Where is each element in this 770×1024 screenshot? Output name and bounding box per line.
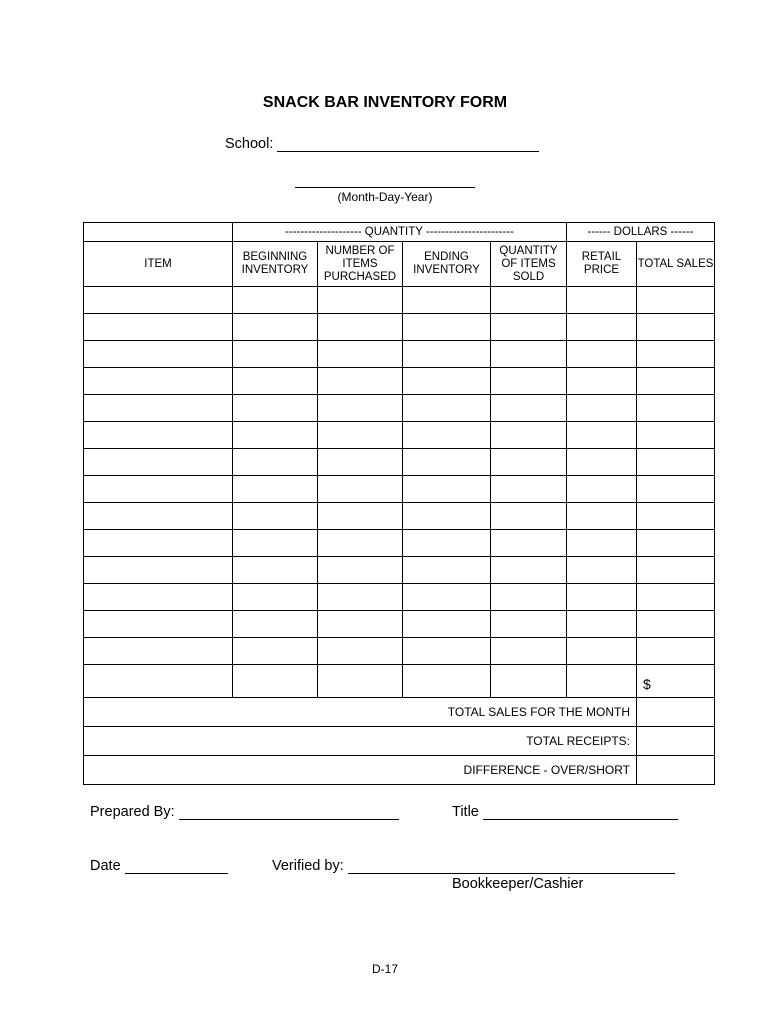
item-cell[interactable] <box>84 530 233 557</box>
table-row <box>84 449 715 476</box>
table-row <box>84 476 715 503</box>
ending-inventory-cell[interactable] <box>403 530 491 557</box>
retail-price-cell[interactable] <box>567 476 637 503</box>
title-field[interactable] <box>452 804 678 820</box>
table-row <box>84 584 715 611</box>
total-sales-month-label: TOTAL SALES FOR THE MONTH <box>84 698 637 727</box>
items-purchased-cell[interactable] <box>318 611 403 638</box>
retail-price-cell[interactable] <box>567 665 637 698</box>
title-line[interactable] <box>483 805 678 820</box>
item-cell[interactable] <box>84 503 233 530</box>
items-purchased-cell[interactable] <box>318 395 403 422</box>
ending-inventory-cell[interactable] <box>403 395 491 422</box>
item-cell[interactable] <box>84 341 233 368</box>
ending-inventory-cell[interactable] <box>403 287 491 314</box>
quantity-sold-cell[interactable] <box>491 584 567 611</box>
table-row <box>84 638 715 665</box>
date-caption: (Month-Day-Year) <box>337 190 433 204</box>
total-receipts-cell[interactable] <box>637 727 715 756</box>
item-rows <box>84 287 715 698</box>
page-code: D-17 <box>371 962 398 976</box>
col-header-quantity-sold: QUANTITY OF ITEMS SOLD <box>491 242 567 287</box>
table-row <box>84 368 715 395</box>
col-header-retail-price: RETAIL PRICE <box>567 242 637 287</box>
retail-price-cell[interactable] <box>567 584 637 611</box>
prepared-by-field[interactable] <box>90 804 399 820</box>
retail-price-cell[interactable] <box>567 314 637 341</box>
group-header-row <box>84 223 715 242</box>
retail-price-cell[interactable] <box>567 530 637 557</box>
beginning-inventory-cell[interactable] <box>233 314 318 341</box>
total-receipts-label: TOTAL RECEIPTS: <box>84 727 637 756</box>
item-group-spacer <box>84 223 233 242</box>
retail-price-cell[interactable] <box>567 611 637 638</box>
dollars-group-header: ------ DOLLARS ------ <box>567 223 715 242</box>
total-sales-cell[interactable] <box>637 287 715 314</box>
items-purchased-cell[interactable] <box>318 341 403 368</box>
beginning-inventory-cell[interactable] <box>233 341 318 368</box>
retail-price-cell[interactable] <box>567 287 637 314</box>
table-row <box>84 422 715 449</box>
school-label: School: <box>225 136 274 152</box>
beginning-inventory-cell[interactable] <box>233 584 318 611</box>
beginning-inventory-cell[interactable] <box>233 422 318 449</box>
items-purchased-cell[interactable] <box>318 449 403 476</box>
bookkeeper-caption: Bookkeeper/Cashier <box>452 876 584 892</box>
beginning-inventory-cell[interactable] <box>233 665 318 698</box>
table-row <box>84 287 715 314</box>
total-sales-month-cell[interactable] <box>637 698 715 727</box>
summary-row-total-sales <box>84 698 715 727</box>
ending-inventory-cell[interactable] <box>403 584 491 611</box>
total-sales-cell[interactable] <box>637 530 715 557</box>
col-header-item: ITEM <box>84 242 233 287</box>
quantity-sold-cell[interactable] <box>491 611 567 638</box>
total-sales-cell[interactable] <box>637 584 715 611</box>
beginning-inventory-cell[interactable] <box>233 449 318 476</box>
quantity-sold-cell[interactable] <box>491 314 567 341</box>
beginning-inventory-cell[interactable] <box>233 638 318 665</box>
ending-inventory-cell[interactable] <box>403 341 491 368</box>
total-sales-cell[interactable]: $ <box>637 665 715 698</box>
verified-by-line[interactable] <box>348 859 675 874</box>
quantity-sold-cell[interactable] <box>491 638 567 665</box>
col-header-total-sales: TOTAL SALES <box>637 242 715 287</box>
items-purchased-cell[interactable] <box>318 287 403 314</box>
ending-inventory-cell[interactable] <box>403 422 491 449</box>
beginning-inventory-cell[interactable] <box>233 611 318 638</box>
quantity-group-header: -------------------- QUANTITY ----------------------- <box>233 223 567 242</box>
ending-inventory-cell[interactable] <box>403 314 491 341</box>
difference-cell[interactable] <box>637 756 715 785</box>
verified-by-label: Verified by: <box>272 858 344 874</box>
table-row <box>84 557 715 584</box>
item-cell[interactable] <box>84 368 233 395</box>
prepared-by-line[interactable] <box>179 805 399 820</box>
quantity-sold-cell[interactable] <box>491 341 567 368</box>
item-cell[interactable] <box>84 449 233 476</box>
table-row <box>84 314 715 341</box>
quantity-sold-cell[interactable] <box>491 503 567 530</box>
items-purchased-cell[interactable] <box>318 503 403 530</box>
item-cell[interactable] <box>84 557 233 584</box>
quantity-sold-cell[interactable] <box>491 449 567 476</box>
items-purchased-cell[interactable] <box>318 557 403 584</box>
items-purchased-cell[interactable] <box>318 314 403 341</box>
beginning-inventory-cell[interactable] <box>233 557 318 584</box>
school-field[interactable] <box>225 136 539 152</box>
quantity-sold-cell[interactable] <box>491 476 567 503</box>
table-row <box>84 530 715 557</box>
inventory-table <box>83 222 715 785</box>
col-header-beginning-inventory: BEGINNING INVENTORY <box>233 242 318 287</box>
item-cell[interactable] <box>84 611 233 638</box>
items-purchased-cell[interactable] <box>318 665 403 698</box>
retail-price-cell[interactable] <box>567 503 637 530</box>
difference-label: DIFFERENCE - OVER/SHORT <box>84 756 637 785</box>
quantity-sold-cell[interactable] <box>491 557 567 584</box>
beginning-inventory-cell[interactable] <box>233 530 318 557</box>
total-sales-cell[interactable] <box>637 557 715 584</box>
item-cell[interactable] <box>84 395 233 422</box>
ending-inventory-cell[interactable] <box>403 557 491 584</box>
item-cell[interactable] <box>84 638 233 665</box>
ending-inventory-cell[interactable] <box>403 611 491 638</box>
quantity-sold-cell[interactable] <box>491 368 567 395</box>
ending-inventory-cell[interactable] <box>403 503 491 530</box>
table-row <box>84 503 715 530</box>
table-row <box>84 341 715 368</box>
total-sales-cell[interactable] <box>637 611 715 638</box>
table-row <box>84 611 715 638</box>
total-sales-cell[interactable] <box>637 503 715 530</box>
total-sales-cell[interactable] <box>637 341 715 368</box>
prepared-by-label: Prepared By: <box>90 804 175 820</box>
ending-inventory-cell[interactable] <box>403 368 491 395</box>
form-title: SNACK BAR INVENTORY FORM <box>262 94 508 111</box>
items-purchased-cell[interactable] <box>318 422 403 449</box>
ending-inventory-cell[interactable] <box>403 665 491 698</box>
school-input-line[interactable] <box>277 137 539 152</box>
items-purchased-cell[interactable] <box>318 584 403 611</box>
item-cell[interactable] <box>84 665 233 698</box>
items-purchased-cell[interactable] <box>318 368 403 395</box>
item-cell[interactable] <box>84 422 233 449</box>
beginning-inventory-cell[interactable] <box>233 287 318 314</box>
date-field[interactable] <box>90 858 228 874</box>
quantity-sold-cell[interactable] <box>491 665 567 698</box>
total-sales-cell[interactable] <box>637 314 715 341</box>
verified-by-field[interactable] <box>272 858 675 874</box>
beginning-inventory-cell[interactable] <box>233 503 318 530</box>
retail-price-cell[interactable] <box>567 422 637 449</box>
item-cell[interactable] <box>84 476 233 503</box>
title-label: Title <box>452 804 479 820</box>
ending-inventory-cell[interactable] <box>403 638 491 665</box>
retail-price-cell[interactable] <box>567 638 637 665</box>
items-purchased-cell[interactable] <box>318 638 403 665</box>
beginning-inventory-cell[interactable] <box>233 368 318 395</box>
summary-row-receipts <box>84 727 715 756</box>
total-sales-cell[interactable] <box>637 476 715 503</box>
col-header-ending-inventory: ENDING INVENTORY <box>403 242 491 287</box>
retail-price-cell[interactable] <box>567 368 637 395</box>
total-sales-cell[interactable] <box>637 395 715 422</box>
ending-inventory-cell[interactable] <box>403 476 491 503</box>
date-signature-line[interactable] <box>125 859 228 874</box>
item-cell[interactable] <box>84 314 233 341</box>
retail-price-cell[interactable] <box>567 557 637 584</box>
beginning-inventory-cell[interactable] <box>233 395 318 422</box>
ending-inventory-cell[interactable] <box>403 449 491 476</box>
retail-price-cell[interactable] <box>567 449 637 476</box>
items-purchased-cell[interactable] <box>318 476 403 503</box>
item-cell[interactable] <box>84 287 233 314</box>
column-header-row <box>84 242 715 287</box>
beginning-inventory-cell[interactable] <box>233 476 318 503</box>
total-sales-cell[interactable] <box>637 368 715 395</box>
item-cell[interactable] <box>84 584 233 611</box>
retail-price-cell[interactable] <box>567 395 637 422</box>
quantity-sold-cell[interactable] <box>491 422 567 449</box>
total-sales-cell[interactable] <box>637 638 715 665</box>
quantity-sold-cell[interactable] <box>491 287 567 314</box>
retail-price-cell[interactable] <box>567 341 637 368</box>
total-sales-cell[interactable] <box>637 449 715 476</box>
col-header-items-purchased: NUMBER OF ITEMS PURCHASED <box>318 242 403 287</box>
table-row <box>84 395 715 422</box>
summary-row-difference <box>84 756 715 785</box>
quantity-sold-cell[interactable] <box>491 395 567 422</box>
table-row <box>84 665 715 698</box>
items-purchased-cell[interactable] <box>318 530 403 557</box>
date-label: Date <box>90 858 121 874</box>
quantity-sold-cell[interactable] <box>491 530 567 557</box>
date-input-line[interactable] <box>295 187 475 188</box>
total-sales-cell[interactable] <box>637 422 715 449</box>
